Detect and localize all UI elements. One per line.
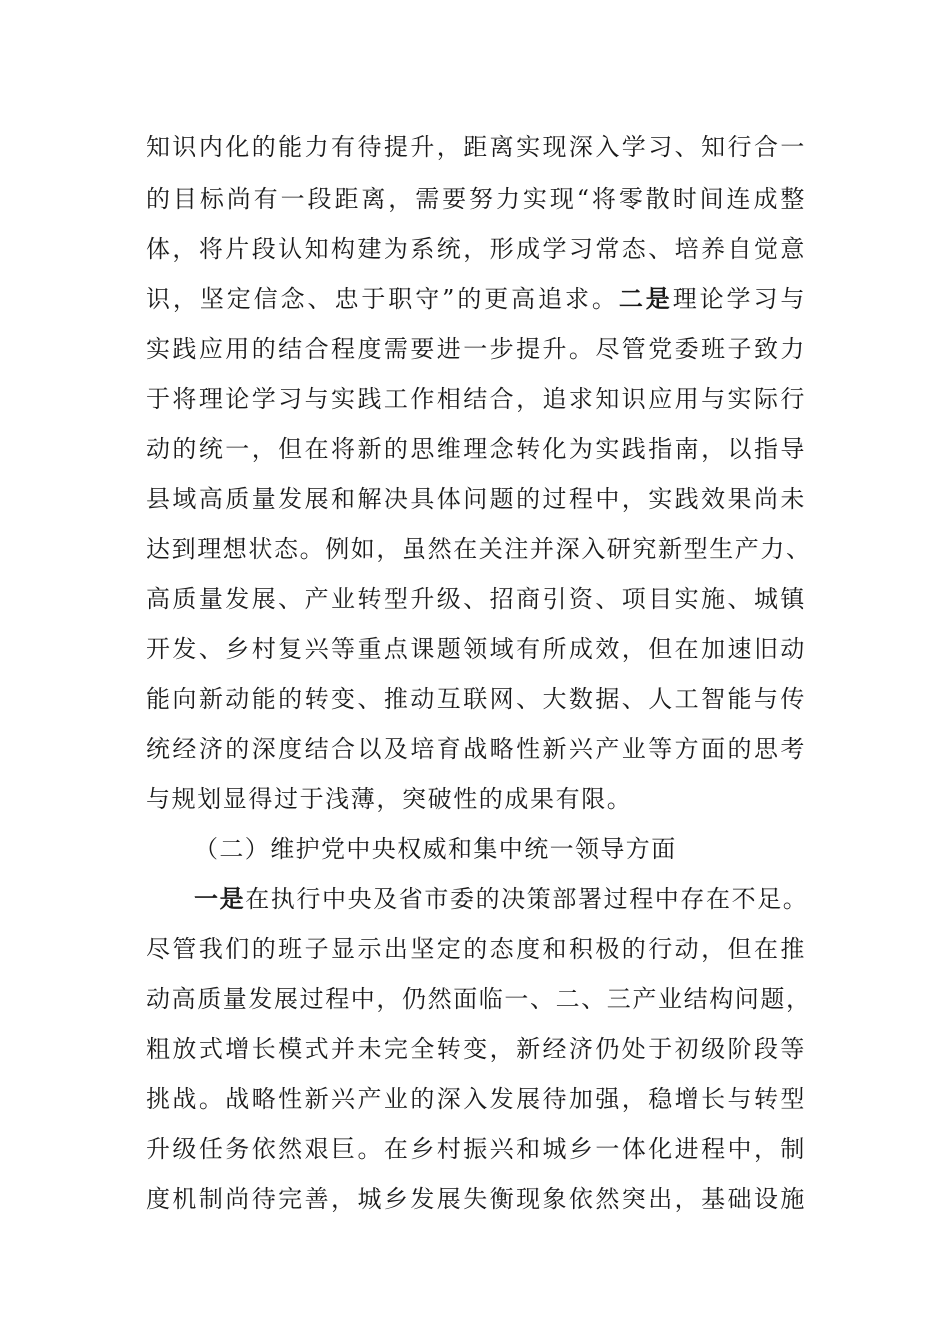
paragraph-line: 实践应用的结合程度需要进一步提升。尽管党委班子致力 [146,335,806,363]
paragraph-line: 粗放式增长模式并未完全转变，新经济仍处于初级阶段等 [146,1035,806,1063]
paragraph-line [194,879,809,919]
paragraph-line: 高质量发展、产业转型升级、招商引资、项目实施、城镇 [146,585,806,613]
paragraph-line: 达到理想状态。例如，虽然在关注并深入研究新型生产力、 [146,535,812,563]
paragraph-line: 县域高质量发展和解决具体问题的过程中，实践效果尚未 [146,485,806,513]
section-heading: （二）维护党中央权威和集中统一领导方面 [194,835,677,863]
paragraph-line: 能向新动能的转变、推动互联网、大数据、人工智能与传 [146,685,806,713]
paragraph-line: 动的统一，但在将新的思维理念转化为实践指南，以指导 [146,435,806,463]
paragraph-line: 开发、乡村复兴等重点课题领域有所成效，但在加速旧动 [146,635,806,663]
line-text: 理论学习与 [672,285,806,313]
paragraph-line: 与规划显得过于浅薄，突破性的成果有限。 [146,785,633,813]
paragraph-line: 知识内化的能力有待提升，距离实现深入学习、知行合一 [146,133,806,161]
line-text: 识，坚定信念、忠于职守”的更高追求。 [146,285,619,313]
bold-marker: 二是 [618,284,673,313]
paragraph-line: 体，将片段认知构建为系统，形成学习常态、培养自觉意 [146,235,806,263]
bold-marker: 一是 [194,884,246,913]
line-text: 在执行中央及省市委的决策部署过程中存在不足。 [245,885,809,913]
paragraph-line: 挑战。战略性新兴产业的深入发展待加强，稳增长与转型 [146,1085,806,1113]
paragraph-line: 统经济的深度结合以及培育战略性新兴产业等方面的思考 [146,735,806,763]
paragraph-line: 的目标尚有一段距离，需要努力实现“将零散时间连成整 [146,185,806,213]
paragraph-line: 度机制尚待完善，城乡发展失衡现象依然突出，基础设施 [146,1185,806,1213]
paragraph-line: 升级任务依然艰巨。在乡村振兴和城乡一体化进程中，制 [146,1135,806,1163]
paragraph-line: 尽管我们的班子显示出坚定的态度和积极的行动，但在推 [146,935,806,963]
paragraph-line [146,279,806,319]
paragraph-line: 于将理论学习与实践工作相结合，追求知识应用与实际行 [146,385,806,413]
paragraph-line: 动高质量发展过程中，仍然面临一、二、三产业结构问题， [146,985,812,1013]
